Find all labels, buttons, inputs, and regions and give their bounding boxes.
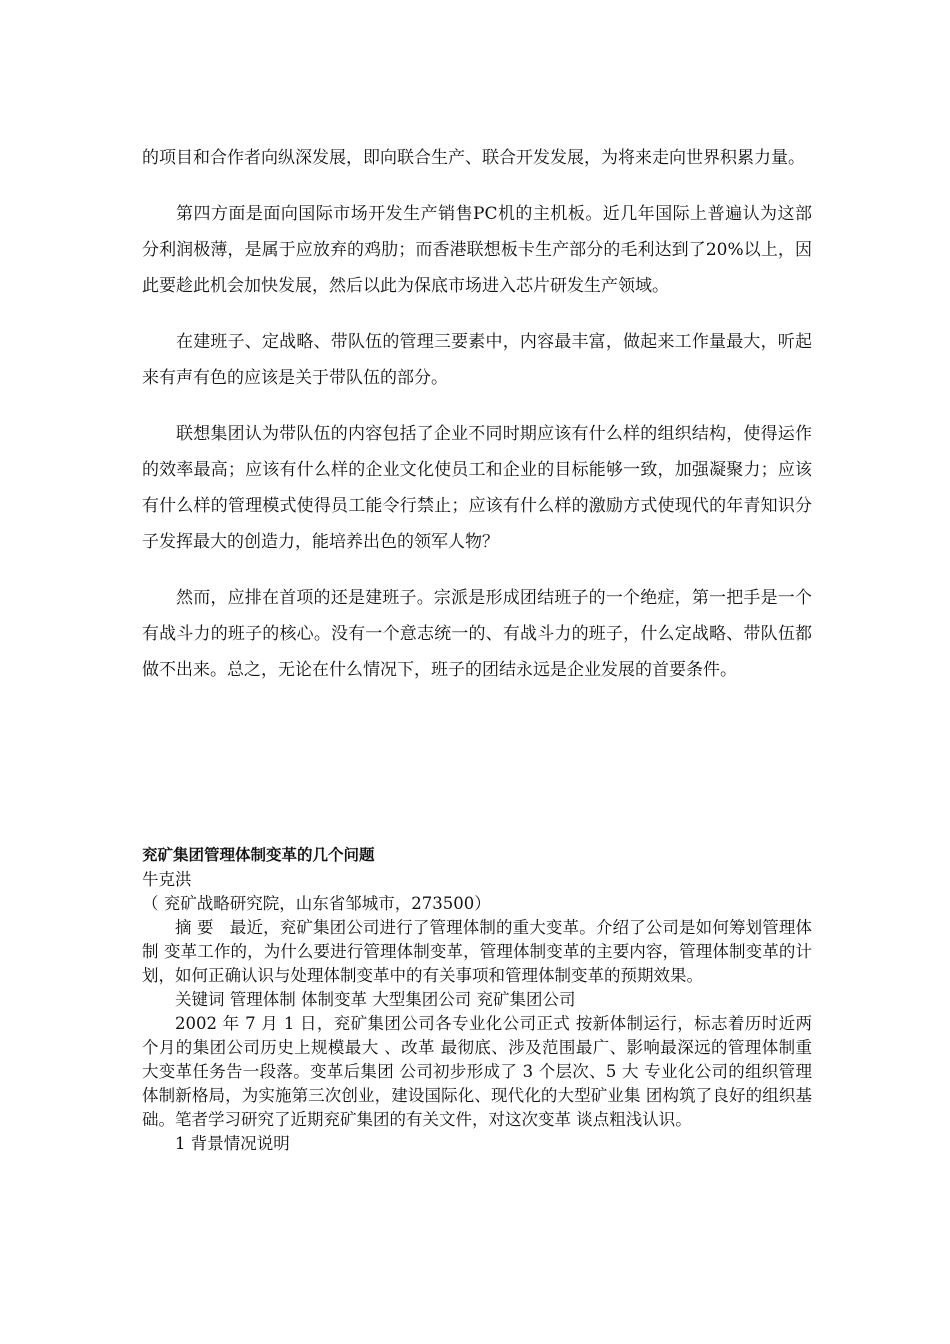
article-block [142, 842, 812, 1156]
article-title: 兖矿集团管理体制变革的几个问题 [142, 846, 375, 864]
paragraph-three-elements: 在建班子、定战略、带队伍的管理三要素中，内容最丰富，做起来工作量最大，听起来有声有色的应该是关于带队伍的部分。 [142, 332, 812, 388]
article-keywords: 关键词 管理体制 体制变革 大型集团公司 兖矿集团公司 [175, 990, 576, 1009]
paragraph-leadership-team: 然而，应排在首项的还是建班子。宗派是形成团结班子的一个绝症，第一把手是一个有战斗力的班子的核心。没有一个意志统一的、有战斗力的班子，什么定战略、带队伍都做不出来。总之，无论在什么情况下，班子的团结永远是企业发展的首要条件。 [142, 588, 812, 680]
article-intro: 2002 年 7 月 1 日，兖矿集团公司各专业化公司正式 按新体制运行，标志着历时近两个月的集团公司历史上规模最大 、改革 最彻底、涉及范围最广、影响最深远的管理体制重大变革任务告一段落。变革后集团 公司初步形成了 3 个层次、5 大 专业化公司的组织管理体制新格局，为实施第三次创业，建设国际化、现代化的大型矿业集 团构筑了良好的组织基础。笔者学习研究了近期兖矿集团的有关文件，对这次变革 谈点粗浅认识。 [142, 1014, 812, 1129]
abstract-text: 最近，兖矿集团公司进行了管理体制的重大变革。介绍了公司是如何筹划管理体制 变革工作的，为什么要进行管理体制变革，管理体制变革的主要内容，管理体制变革的计 划，如何正确认识与处理体制变革中的有关事项和管理体制变革的预期效果。 [142, 918, 813, 985]
article-author: 牛克洪 [142, 870, 192, 889]
paragraph-continuation: 的项目和合作者向纵深发展，即向联合生产、联合开发发展，为将来走向世界积累力量。 [142, 148, 805, 168]
paragraph-motherboard: 第四方面是面向国际市场开发生产销售PC机的主机板。近几年国际上普遍认为这部分利润极薄，是属于应放弃的鸡肋；而香港联想板卡生产部分的毛利达到了20%以上，因此要趁此机会加快发展，然后以此为保底市场进入芯片研发生产领域。 [142, 204, 812, 296]
paragraph-team-building: 联想集团认为带队伍的内容包括了企业不同时期应该有什么样的组织结构，使得运作的效率最高；应该有什么样的企业文化使员工和企业的目标能够一致，加强凝聚力；应该有什么样的管理模式使得员工能令行禁止；应该有什么样的激励方式使现代的年青知识分子发挥最大的创造力，能培养出色的领军人物？ [142, 424, 812, 552]
article-affiliation: （ 兖矿战略研究院，山东省邹城市，273500） [142, 894, 491, 913]
abstract-label: 摘 要 [175, 918, 214, 937]
section-heading: 1 背景情况说明 [175, 1134, 290, 1153]
article-abstract [142, 916, 812, 988]
upper-text-block [142, 140, 812, 708]
